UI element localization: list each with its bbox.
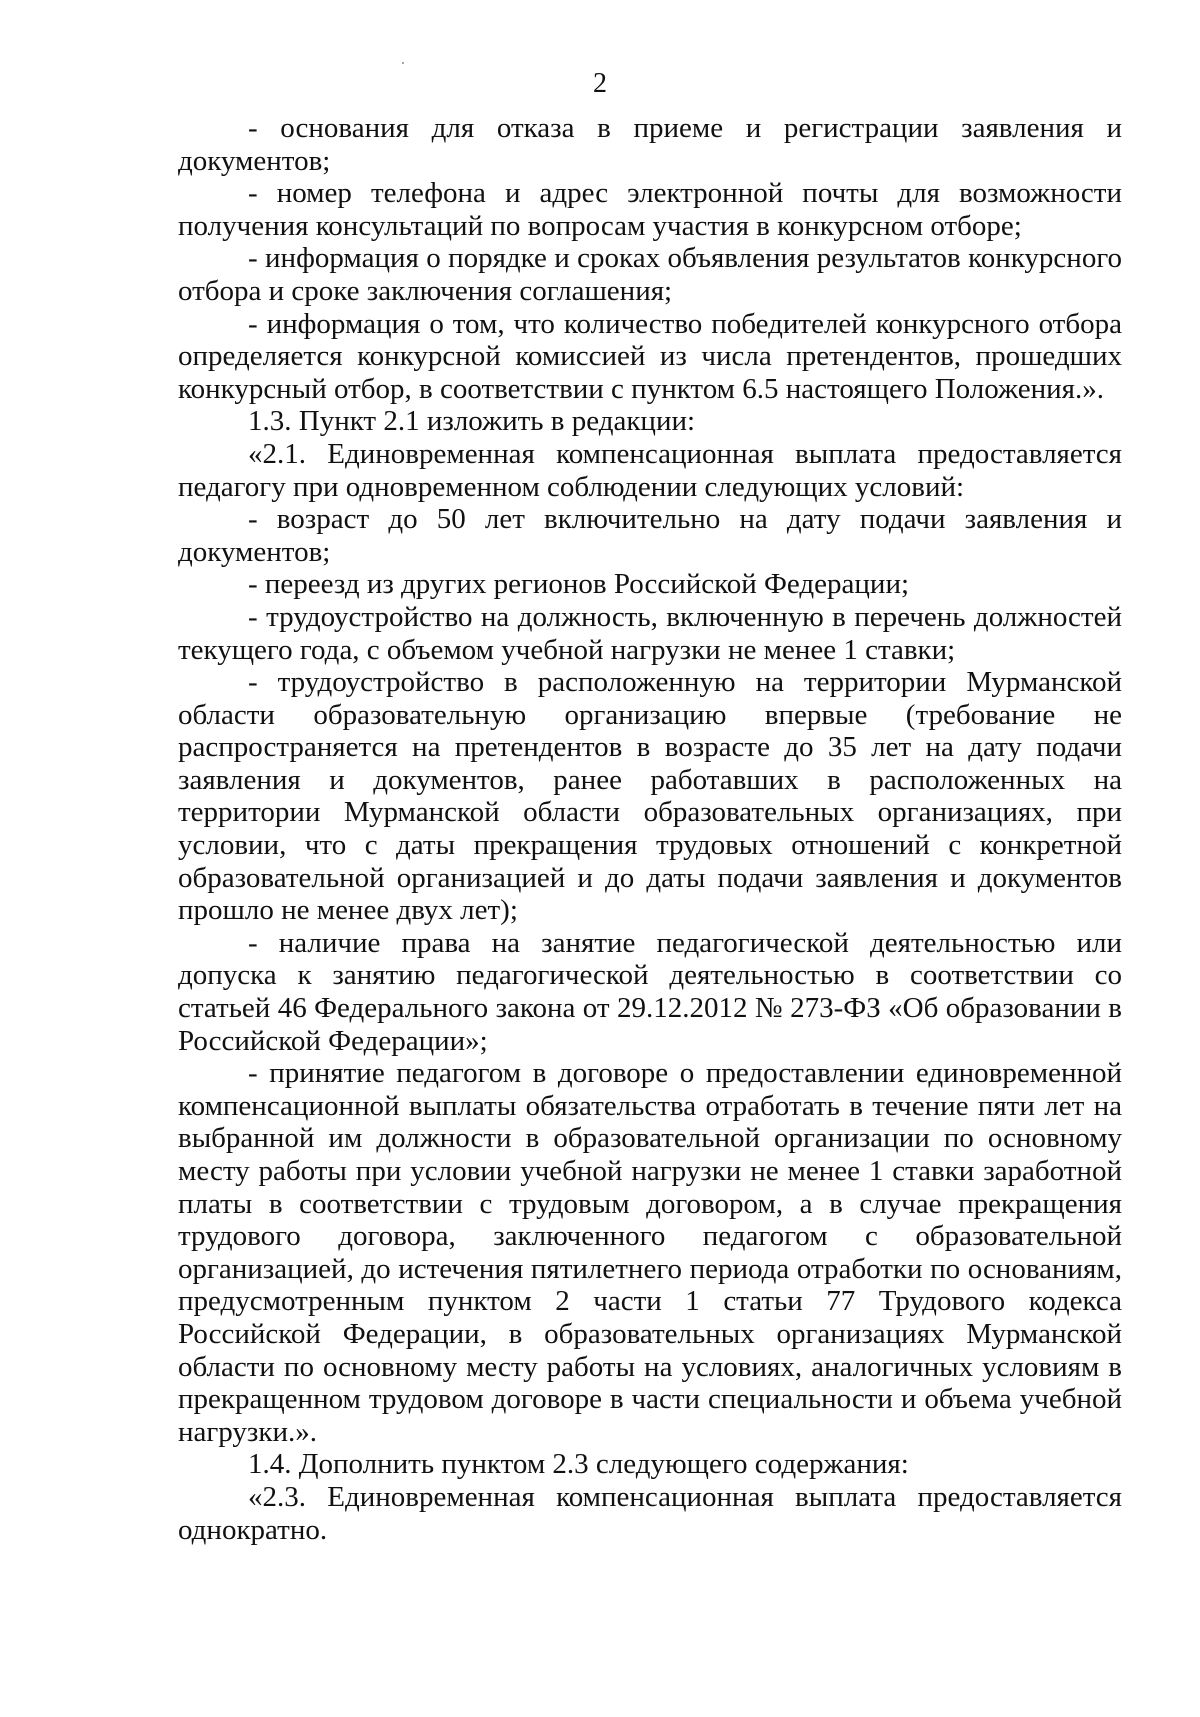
paragraph-relocation-condition: - переезд из других регионов Российской Федерации; [248, 568, 910, 601]
paragraph-clause-2-3: «2.3. Единовременная компенсационная выплата предоставляется однократно. [178, 1480, 1122, 1546]
paragraph-refusal-grounds: - основания для отказа в приеме и регистрации заявления и документов; [178, 112, 1122, 177]
paragraph-first-employment-condition: - трудоустройство в расположенную на территории Мурманской области образовательную организацию впервые (требование не распространяется на претендентов в возрасте до 35 лет на дату подачи заявления и документов, ранее работавших в расположенных на территории Мурманской области образовательных организациях, при условии, что с даты прекращения трудовых отношений с конкретной образовательной организацией и до даты подачи заявления и документов прошло не менее двух лет); [178, 666, 1122, 927]
scan-speck [402, 62, 404, 64]
paragraph-item-1-4: 1.4. Дополнить пунктом 2.3 следующего содержания: [248, 1448, 909, 1481]
paragraph-teaching-right-condition: - наличие права на занятие педагогической деятельностью или допуска к занятию педагогической деятельностью в соответствии со статьей 46 Федерального закона от 29.12.2012 № 273-ФЗ «Об образовании в Российской Федерации»; [178, 926, 1122, 1057]
paragraph-position-condition: - трудоустройство на должность, включенную в перечень должностей текущего года, с объемом учебной нагрузки не менее 1 ставки; [178, 600, 1122, 666]
paragraph-winners-count: - информация о том, что количество победителей конкурсного отбора определяется конкурсной комиссией из числа претендентов, прошедших конкурсный отбор, в соответствии с пунктом 6.5 настоящего Положения.». [178, 307, 1122, 405]
paragraph-clause-2-1: «2.1. Единовременная компенсационная выплата предоставляется педагогу при одновременном соблюдении следующих условий: [178, 437, 1122, 503]
paragraph-results-info: - информация о порядке и сроках объявления результатов конкурсного отбора и сроке заключения соглашения; [178, 242, 1122, 307]
paragraph-age-condition: - возраст до 50 лет включительно на дату подачи заявления и документов; [178, 503, 1122, 568]
page-number: 2 [593, 68, 607, 99]
paragraph-obligation-condition: - принятие педагогом в договоре о предоставлении единовременной компенсационной выплаты обязательства отработать в течение пяти лет на выбранной им должности в образовательной организации по основному месту работы при условии учебной нагрузки не менее 1 ставки заработной платы в соответствии с трудовым договором, а в случае прекращения трудового договора, заключенного педагогом с образовательной организацией, до истечения пятилетнего периода отработки по основаниям, предусмотренным пунктом 2 части 1 статьи 77 Трудового кодекса Российской Федерации, в образовательных организациях Мурманской области по основному месту работы на условиях, аналогичных условиям в прекращенном трудовом договоре в части специальности и объема учебной нагрузки.». [178, 1057, 1122, 1448]
document-body [178, 112, 1122, 1546]
paragraph-item-1-3: 1.3. Пункт 2.1 изложить в редакции: [248, 405, 696, 438]
paragraph-contact-info: - номер телефона и адрес электронной почты для возможности получения консультаций по вопросам участия в конкурсном отборе; [178, 177, 1122, 242]
